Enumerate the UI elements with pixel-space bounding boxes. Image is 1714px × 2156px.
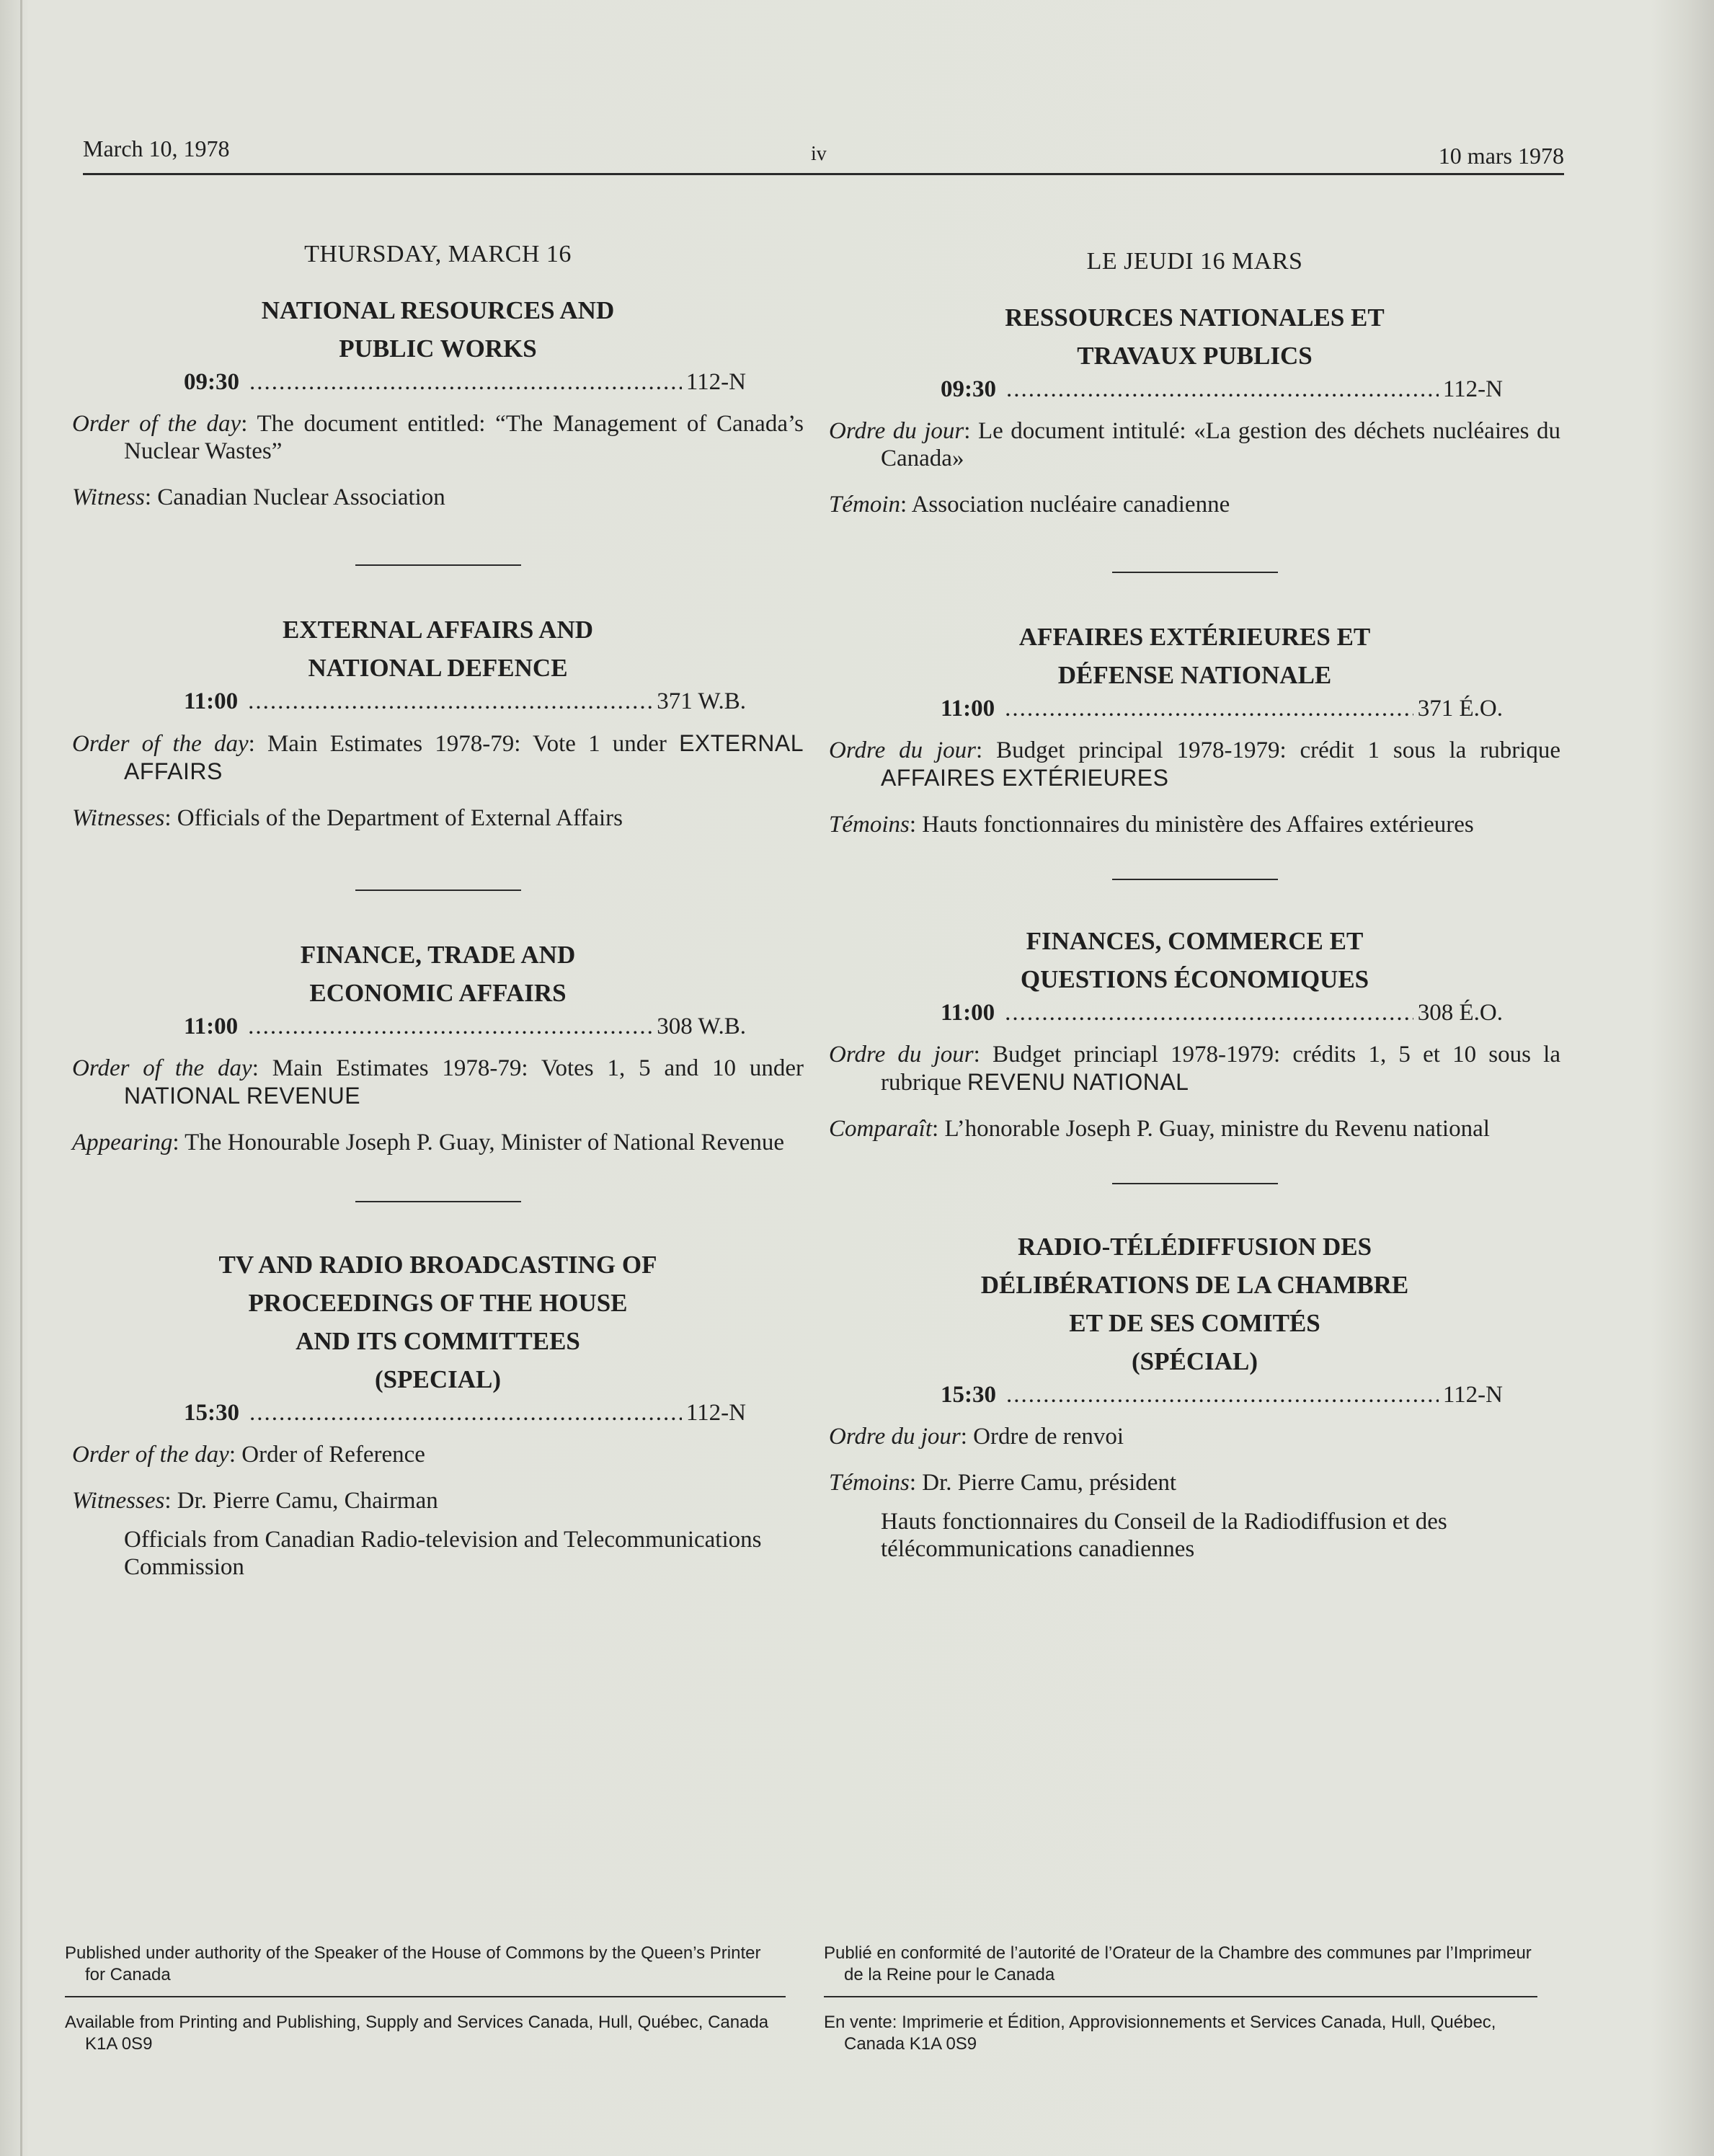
meeting-time: 09:30: [184, 369, 239, 395]
witness-label: Witnesses: [72, 805, 165, 831]
meeting-time-room: [72, 1400, 760, 1427]
order-text: : The document entitled: “The Management of Canada’s Nuclear Wastes”: [124, 411, 804, 464]
leader-dots: [1005, 1000, 1413, 1026]
witness-text: : Officials of the Department of External Affairs: [164, 805, 623, 831]
witness-text: : Dr. Pierre Camu, Chairman: [164, 1488, 438, 1514]
witness: [829, 811, 1560, 838]
page-spine-shadow: [20, 0, 22, 2156]
meeting-room: 371 W.B.: [657, 688, 746, 714]
witness-officials: Officials from Canadian Radio-television and Telecommunications Commission: [124, 1527, 762, 1580]
committee-section: [829, 618, 1560, 838]
committee-title: RESSOURCES NATIONALES ET TRAVAUX PUBLICS: [1005, 303, 1385, 370]
committee-title: RADIO-TÉLÉDIFFUSION DES DÉLIBÉRATIONS DE LA CHAMBRE ET DE SES COMITÉS (SPÉCIAL): [980, 1233, 1409, 1375]
committee-title: NATIONAL RESOURCES AND PUBLIC WORKS: [261, 296, 615, 363]
meeting-time: 11:00: [184, 1013, 239, 1039]
witness-label: Témoins: [829, 1470, 910, 1496]
meeting-room: 112-N: [1442, 1382, 1503, 1408]
order-of-the-day: [829, 1041, 1560, 1096]
order-of-the-day: [72, 1055, 804, 1110]
appearing-label: Comparaît: [829, 1116, 933, 1142]
order-text: : Order of Reference: [228, 1442, 425, 1468]
order-text: : Main Estimates 1978-79: Vote 1 under: [248, 731, 680, 757]
meeting-time-room: [72, 369, 760, 396]
witness: [72, 804, 804, 832]
witness-text: : Hauts fonctionnaires du ministère des Affaires extérieures: [909, 812, 1474, 838]
witness-officials: Hauts fonctionnaires du Conseil de la Radiodiffusion et des télécommunications canadiennes: [881, 1509, 1447, 1562]
section-divider: [1112, 879, 1278, 880]
witness-text: : Canadian Nuclear Association: [144, 484, 445, 510]
meeting-time: 15:30: [941, 1382, 996, 1408]
witness-text: : Dr. Pierre Camu, président: [909, 1470, 1177, 1496]
witness-text: : Association nucléaire canadienne: [900, 492, 1230, 518]
order-text: : Ordre de renvoi: [960, 1424, 1124, 1450]
meeting-room: 308 É.O.: [1417, 1000, 1503, 1026]
english-column: [72, 231, 804, 1600]
order-text: : Le document intitulé: «La gestion des déchets nucléaires du Canada»: [881, 418, 1560, 471]
order-of-the-day: [72, 729, 804, 786]
committee-title: EXTERNAL AFFAIRS AND NATIONAL DEFENCE: [282, 616, 594, 682]
publication-notice: Published under authority of the Speaker of the House of Commons by the Queen’s Printer for Canada: [65, 1943, 761, 1984]
leader-dots: [1006, 376, 1439, 403]
committee-section: [72, 1246, 804, 1581]
leader-dots: [249, 1400, 682, 1427]
order-of-the-day: [72, 1441, 804, 1468]
appearing-text: : The Honourable Joseph P. Guay, Minister of National Revenue: [172, 1130, 784, 1155]
page-number: iv: [811, 143, 827, 165]
order-label: Ordre du jour: [829, 418, 964, 444]
committee-title: FINANCE, TRADE AND ECONOMIC AFFAIRS: [300, 941, 576, 1007]
meeting-time: 11:00: [184, 688, 239, 714]
meeting-time-room: [829, 1000, 1517, 1026]
witness: [829, 1469, 1560, 1496]
meeting-time: 11:00: [941, 1000, 995, 1026]
meeting-room: 112-N: [1442, 376, 1503, 402]
order-rubric: NATIONAL REVENUE: [124, 1083, 361, 1109]
leader-dots: [248, 1013, 652, 1040]
meeting-time-room: [72, 688, 760, 715]
order-rubric: AFFAIRES EXTÉRIEURES: [881, 765, 1169, 791]
section-divider: [355, 1201, 521, 1202]
order-label: Order of the day: [72, 731, 249, 757]
section-divider: [355, 890, 521, 891]
meeting-room: 112-N: [685, 369, 746, 395]
footer-divider: [65, 1996, 786, 1997]
appearing: [829, 1115, 1560, 1143]
witness-label: Témoin: [829, 492, 900, 518]
leader-dots: [1006, 1382, 1439, 1409]
order-label: Order of the day: [72, 1442, 229, 1468]
committee-section: [829, 1228, 1560, 1563]
leader-dots: [249, 369, 682, 396]
order-text: : Budget princiapl 1978-1979: crédits 1, 5 et 10 sous la rubrique: [881, 1042, 1560, 1096]
witness: [72, 1487, 804, 1514]
appearing: [72, 1129, 804, 1156]
witness-label: Témoins: [829, 812, 910, 838]
order-rubric: REVENU NATIONAL: [967, 1069, 1189, 1095]
meeting-time: 15:30: [184, 1400, 239, 1426]
footer-divider: [824, 1996, 1537, 1997]
meeting-time: 11:00: [941, 696, 995, 722]
day-heading: LE JEUDI 16 MARS: [1086, 248, 1303, 275]
witness-label: Witness: [72, 484, 145, 510]
french-column: [829, 231, 1560, 1581]
committee-section: [72, 611, 804, 832]
french-footer: [824, 1943, 1545, 2055]
order-of-the-day: [829, 417, 1560, 472]
day-heading: THURSDAY, MARCH 16: [304, 241, 572, 267]
committee-section: [72, 936, 804, 1156]
section-divider: [1112, 1183, 1278, 1184]
order-rubric: EXTERNAL AFFAIRS: [124, 730, 804, 784]
witness: [829, 491, 1560, 518]
order-of-the-day: [829, 1423, 1560, 1450]
section-divider: [1112, 572, 1278, 573]
meeting-room: 308 W.B.: [657, 1013, 746, 1039]
committee-title: AFFAIRES EXTÉRIEURES ET DÉFENSE NATIONALE: [1018, 623, 1371, 689]
order-of-the-day: [72, 410, 804, 465]
committee-section: [829, 298, 1560, 518]
section-divider: [355, 564, 521, 566]
page-header: [83, 136, 1564, 175]
meeting-time: 09:30: [941, 376, 996, 402]
meeting-time-room: [829, 376, 1517, 403]
witness-label: Witnesses: [72, 1488, 165, 1514]
order-label: Ordre du jour: [829, 1042, 974, 1068]
committee-title: TV AND RADIO BROADCASTING OF PROCEEDINGS OF THE HOUSE AND ITS COMMITTEES (SPECIAL): [218, 1251, 657, 1393]
meeting-time-room: [72, 1013, 760, 1040]
appearing-text: : L’honorable Joseph P. Guay, ministre du Revenu national: [932, 1116, 1490, 1142]
appearing-label: Appearing: [72, 1130, 173, 1155]
leader-dots: [248, 688, 652, 715]
meeting-room: 112-N: [685, 1400, 746, 1426]
witness: [72, 484, 804, 511]
order-text: : Budget principal 1978-1979: crédit 1 sous la rubrique: [976, 737, 1560, 763]
order-label: Order of the day: [72, 411, 241, 437]
meeting-time-room: [829, 696, 1517, 722]
order-label: Order of the day: [72, 1055, 252, 1081]
availability-notice: En vente: Imprimerie et Édition, Approvisionnements et Services Canada, Hull, Québec, Canada K1A 0S9: [824, 2013, 1496, 2054]
availability-notice: Available from Printing and Publishing, Supply and Services Canada, Hull, Québec, Canada K1A 0S9: [65, 2013, 769, 2054]
meeting-room: 371 É.O.: [1417, 696, 1503, 722]
order-label: Ordre du jour: [829, 737, 977, 763]
order-text: : Main Estimates 1978-79: Votes 1, 5 and 10 under: [252, 1055, 804, 1081]
publication-notice: Publié en conformité de l’autorité de l’Orateur de la Chambre des communes par l’Imprimeur de la Reine pour le Canada: [824, 1943, 1532, 1984]
english-footer: [65, 1943, 786, 2055]
header-date-english: March 10, 1978: [83, 136, 230, 161]
committee-title: FINANCES, COMMERCE ET QUESTIONS ÉCONOMIQUES: [1020, 927, 1369, 993]
leader-dots: [1005, 696, 1413, 722]
header-date-french: 10 mars 1978: [1438, 143, 1564, 169]
order-label: Ordre du jour: [829, 1424, 961, 1450]
meeting-time-room: [829, 1382, 1517, 1409]
committee-section: [72, 291, 804, 511]
committee-section: [829, 922, 1560, 1143]
order-of-the-day: [829, 737, 1560, 792]
